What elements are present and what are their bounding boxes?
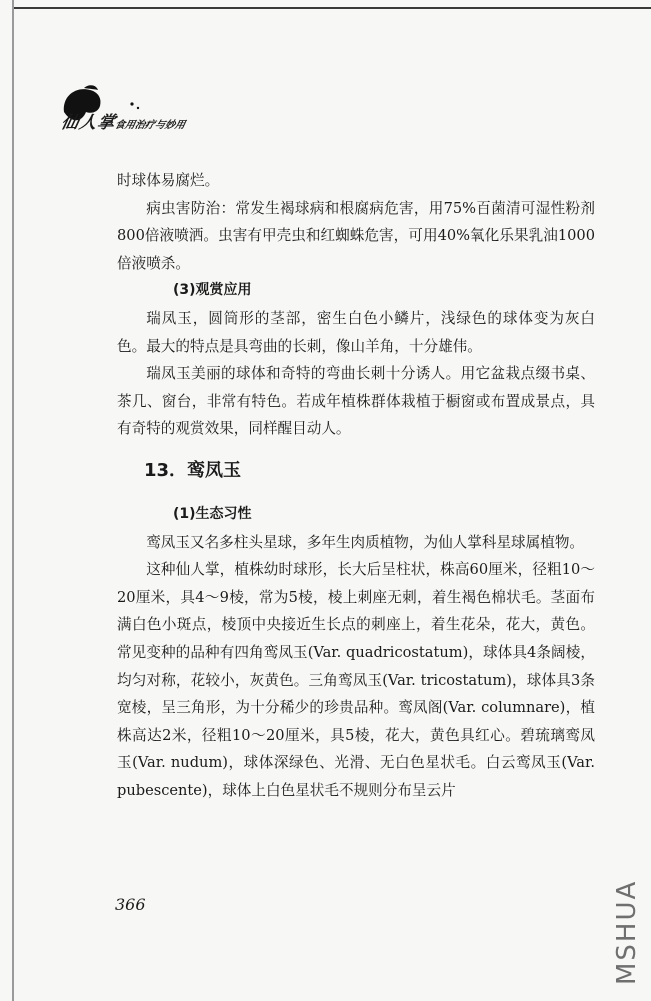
- page-body: [117, 167, 595, 804]
- header-logo: [58, 82, 258, 152]
- paragraph: 鸾凤玉又名多柱头星球，多年生肉质植物，为仙人掌科星球属植物。: [146, 533, 585, 551]
- section-title: 13．鸾凤玉: [144, 459, 242, 481]
- page-number: 366: [115, 895, 146, 914]
- paragraph: 瑞凤玉，圆筒形的茎部，密生白色小鳞片，浅绿色的球体变为灰白色。最大的特点是具弯曲的长刺，像山羊角，十分雄伟。: [117, 309, 595, 355]
- logo-subtitle: 食用治疗与妙用: [113, 120, 187, 131]
- paragraph: 时球体易腐烂。: [117, 172, 220, 189]
- logo-text: [59, 108, 188, 133]
- watermark: MSHUA: [612, 879, 642, 985]
- paragraph: 病虫害防治：常发生褐球病和根腐病危害，用75%百菌清可湿性粉剂800倍液喷洒。虫害有甲壳虫和红蜘蛛危害，可用40%氧化乐果乳油1000倍液喷杀。: [117, 199, 595, 272]
- subheading-ornamental: (3)观赏应用: [173, 282, 252, 299]
- subheading-ecology: (1)生态习性: [173, 505, 252, 522]
- page-edge: [12, 0, 14, 1001]
- logo-title: 仙人掌: [59, 113, 118, 133]
- paragraph: 瑞凤玉美丽的球体和奇特的弯曲长刺十分诱人。用它盆栽点缀书桌、茶几、窗台，非常有特色。若成年植株群体栽植于橱窗或布置成景点，具有奇特的观赏效果，同样醒目动人。: [117, 365, 595, 438]
- top-rule: [14, 7, 651, 9]
- paragraph: 这种仙人掌，植株幼时球形，长大后呈柱状，株高60厘米，径粗10～20厘米，具4～9棱，常为5棱，棱上刺座无刺，着生褐色棉状毛。茎面布满白色小斑点，棱顶中央接近生长点的刺座上，着生花朵，花大，黄色。常见变种的品种有四角鸾凤玉(Var. quadricostatum)，球体具4条阔棱，均匀对称，花较小，灰黄色。三角鸾凤玉(Var. tricostatum)，球体具3条宽棱，呈三角形，为十分稀少的珍贵品种。鸾凤阁(Var. columnare)，植株高达2米，径粗10～20厘米，具5棱，花大，黄色具红心。碧琉璃鸾凤玉(Var. nudum)，球体深绿色、光滑、无白色星状毛。白云鸾凤玉(Var. pubescente)，球体上白色星状毛不规则分布呈云片: [117, 561, 595, 799]
